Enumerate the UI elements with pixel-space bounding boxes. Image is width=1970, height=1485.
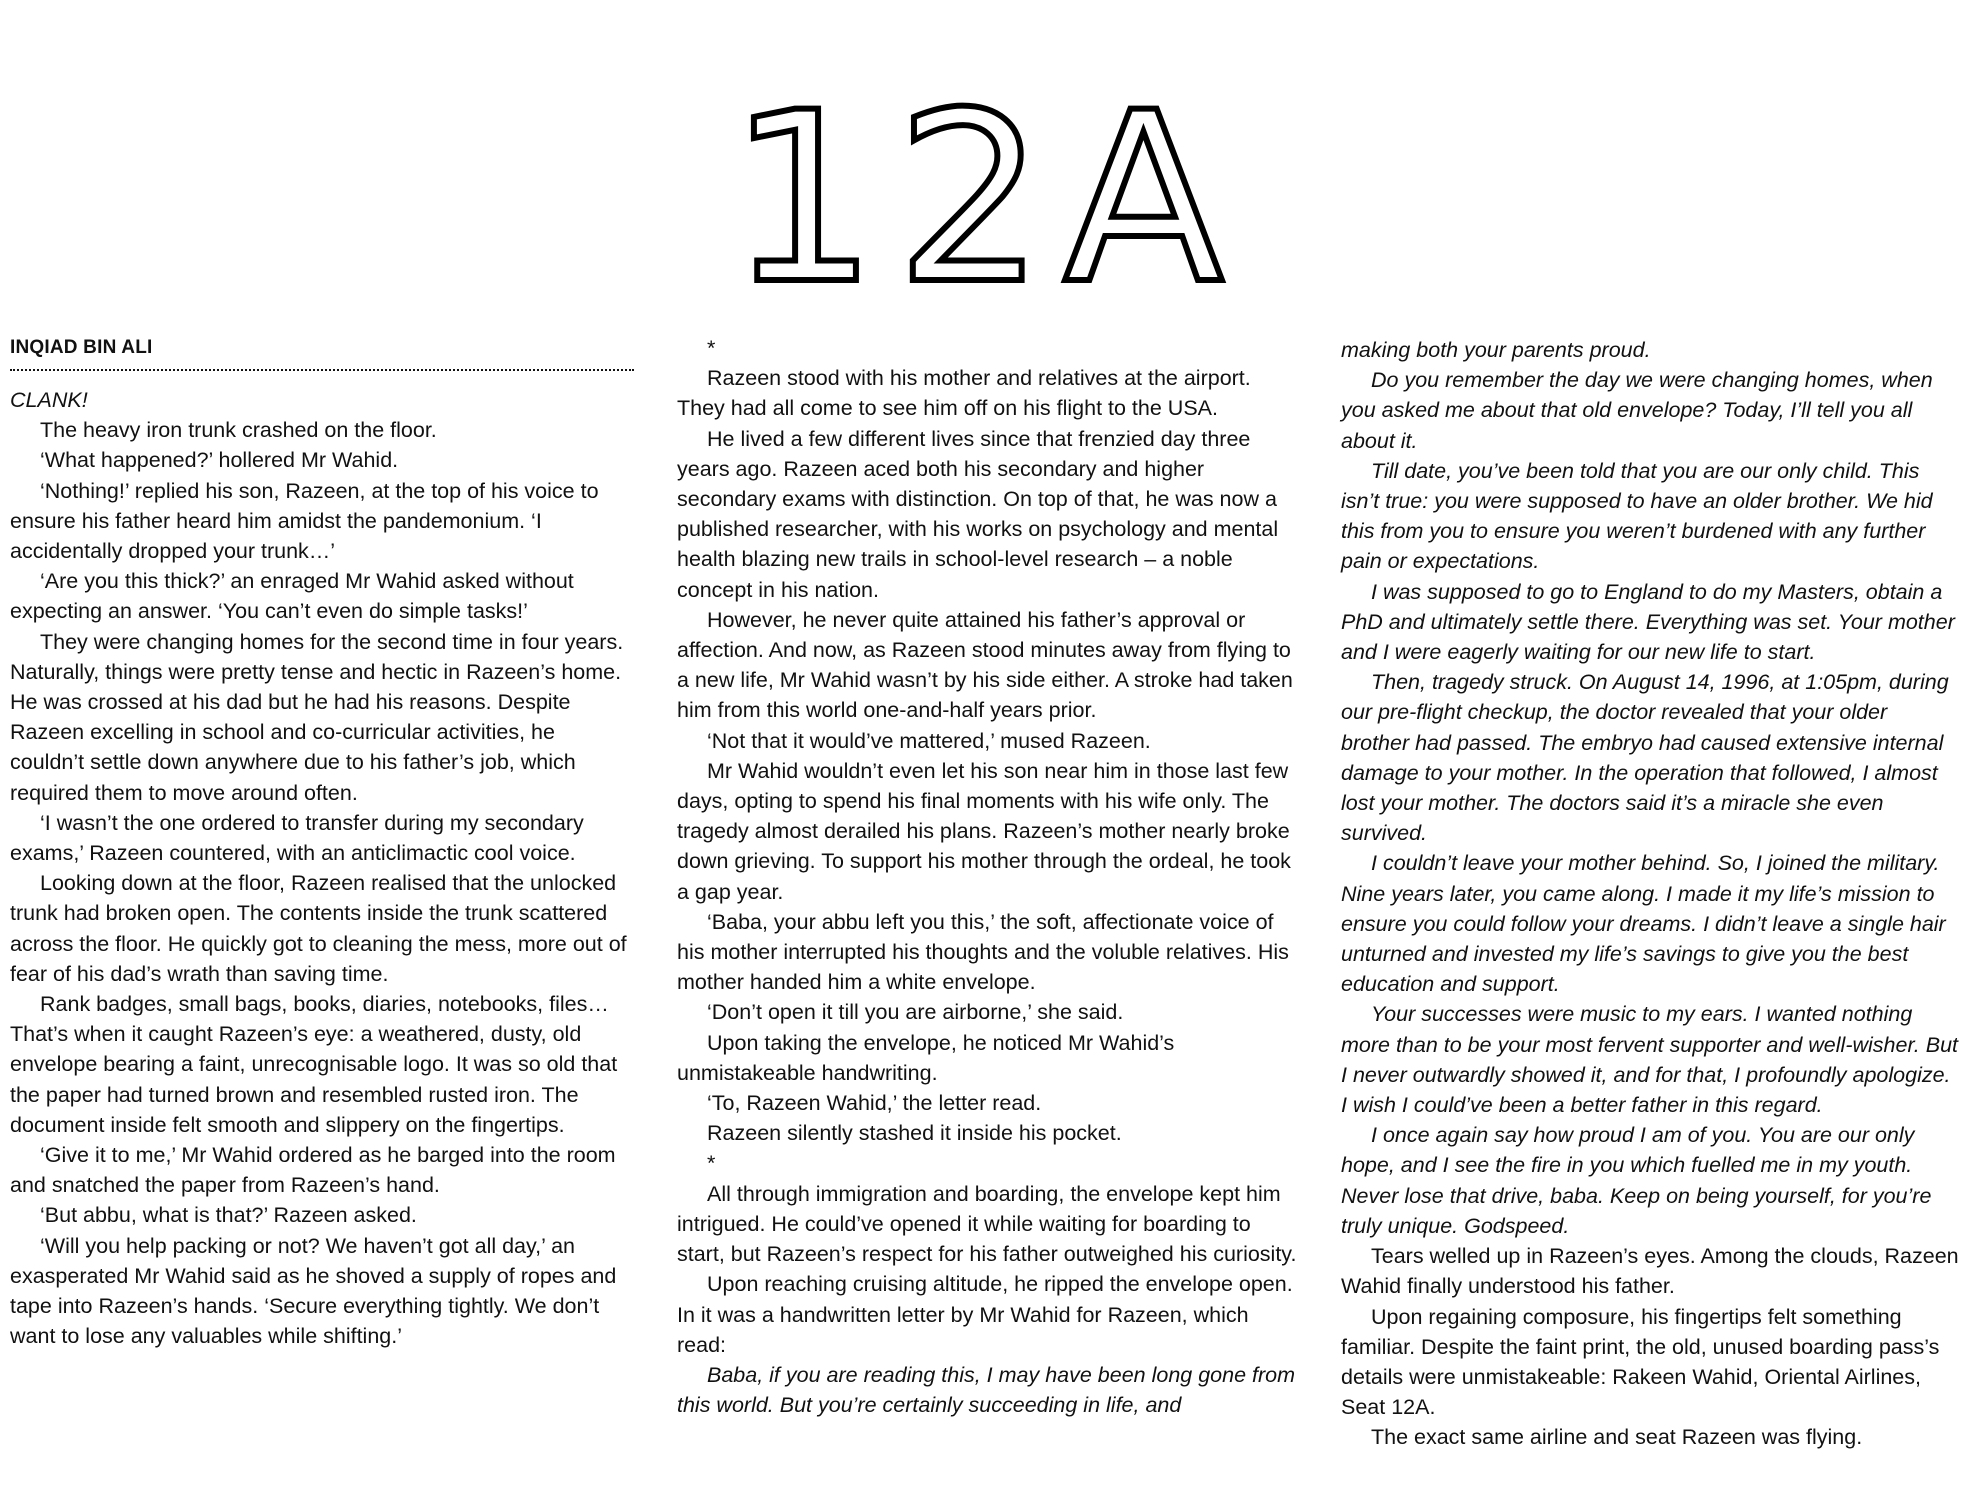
paragraph: ‘Nothing!’ replied his son, Razeen, at the top of his voice to ensure his father heard him amidst the pandemonium. ‘I accidentally dropped your trunk…’: [10, 478, 599, 564]
paragraph: Tears welled up in Razeen’s eyes. Among the clouds, Razeen Wahid finally understood his father.: [1341, 1244, 1959, 1299]
paragraph: Upon reaching cruising altitude, he ripped the envelope open. In it was a handwritten letter by Mr Wahid for Razeen, which read:: [677, 1272, 1293, 1357]
author-byline: INQIAD BIN ALI: [10, 337, 153, 358]
paragraph: However, he never quite attained his father’s approval or affection. And now, as Razeen stood minutes away from flying to a new life, Mr Wahid wasn’t by his side either. A stroke had taken him from this world one-and-half years prior.: [677, 607, 1293, 723]
paragraph: The exact same airline and seat Razeen was flying.: [1371, 1425, 1863, 1450]
column-1: [10, 333, 634, 1352]
paragraph: Do you remember the day we were changing homes, when you asked me about that old envelope? Today, I’ll tell you all about it.: [1341, 368, 1933, 453]
paragraph: I once again say how proud I am of you. You are our only hope, and I see the fire in you which fuelled me in my youth. Never lose that drive, baba. Keep on being yourself, for you’re truly unique. Godspeed.: [1341, 1123, 1932, 1238]
paragraph: Baba, if you are reading this, I may have been long gone from this world. But you’re certainly succeeding in life, and: [677, 1362, 1296, 1418]
paragraph: Upon regaining composure, his fingertips felt something familiar. Despite the faint print, the old, unused boarding pass’s details were unmistakeable: Rakeen Wahid, Oriental Airlines, Seat 12A.: [1341, 1304, 1940, 1420]
paragraph: They were changing homes for the second time in four years. Naturally, things were pretty tense and hectic in Razeen’s home. He was crossed at his dad but he had his reasons. Despite Razeen excelling in school and co-curricular activities, he couldn’t settle down anywhere due to his father’s job, which required them to move around often.: [10, 629, 624, 805]
paragraph: ‘I wasn’t the one ordered to transfer during my secondary exams,’ Razeen countered, with an anticlimactic cool voice.: [10, 810, 584, 866]
paragraph: CLANK!: [10, 388, 88, 412]
paragraph: Your successes were music to my ears. I wanted nothing more than to be your most fervent supporter and well-wisher. But I never outwardly showed it, and for that, I profoundly apologize. I wish I could’ve been a better father in this regard.: [1341, 1002, 1959, 1118]
paragraph: The heavy iron trunk crashed on the floor.: [40, 418, 437, 443]
paragraph: ‘Don’t open it till you are airborne,’ she said.: [707, 1000, 1124, 1025]
paragraph: Razeen silently stashed it inside his pocket.: [707, 1121, 1122, 1146]
paragraph: ‘Baba, your abbu left you this,’ the soft, affectionate voice of his mother interrupted his thoughts and the voluble relatives. His mother handed him a white envelope.: [677, 909, 1289, 995]
paragraph: *: [707, 336, 716, 360]
paragraph: Upon taking the envelope, he noticed Mr Wahid’s unmistakeable handwriting.: [677, 1030, 1175, 1085]
paragraph: Rank badges, small bags, books, diaries, notebooks, files… That’s when it caught Razeen’s eye: a weathered, dusty, old envelope bearing a faint, unrecognisable logo. It was so old that the paper had turned brown and resembled rusted iron. The document inside felt smooth and slippery on the fingertips.: [10, 992, 618, 1137]
paragraph: *: [707, 1151, 716, 1176]
column-3-body: [1341, 335, 1961, 1453]
column-2-body: [677, 333, 1301, 1420]
paragraph: I couldn’t leave your mother behind. So, I joined the military. Nine years later, you came along. I made it my life’s mission to ensure you could follow your dreams. I didn’t leave a single hair unturned and invested my life’s savings to give you the best education and support.: [1341, 851, 1946, 997]
paragraph: ‘What happened?’ hollered Mr Wahid.: [40, 448, 399, 473]
column-2: [677, 333, 1301, 1420]
column-3: [1341, 335, 1961, 1453]
paragraph: He lived a few different lives since that frenzied day three years ago. Razeen aced both his secondary and higher secondary exams with distinction. On top of that, he was now a published researcher, with his works on psychology and mental health blazing new trails in school-level research – a noble concept in his nation.: [677, 426, 1279, 602]
paragraph: All through immigration and boarding, the envelope kept him intrigued. He could’ve opened it while waiting for boarding to start, but Razeen’s respect for his father outweighed his curiosity.: [677, 1181, 1297, 1267]
column-1-body: [10, 385, 634, 1352]
paragraph: Then, tragedy struck. On August 14, 1996, at 1:05pm, during our pre-flight checkup, the doctor revealed that your older brother had passed. The embryo had caused extensive internal damage to your mother. In the operation that followed, I almost lost your mother. The doctors said it’s a miracle she even survived.: [1341, 670, 1949, 846]
paragraph: making both your parents proud.: [1341, 338, 1651, 362]
paragraph: ‘Are you this thick?’ an enraged Mr Wahid asked without expecting an answer. ‘You can’t even do simple tasks!’: [10, 569, 574, 624]
paragraph: ‘To, Razeen Wahid,’ the letter read.: [707, 1091, 1042, 1116]
story-title: 12A: [728, 63, 1242, 336]
paragraph: ‘Give it to me,’ Mr Wahid ordered as he barged into the room and snatched the paper from Razeen’s hand.: [10, 1143, 616, 1198]
paragraph: Looking down at the floor, Razeen realised that the unlocked trunk had broken open. The contents inside the trunk scattered across the floor. He quickly got to cleaning the mess, more out of fear of his dad’s wrath than saving time.: [10, 871, 627, 986]
paragraph: Razeen stood with his mother and relatives at the airport. They had all come to see him off on his flight to the USA.: [677, 366, 1251, 421]
paragraph: ‘But abbu, what is that?’ Razeen asked.: [40, 1203, 417, 1228]
paragraph: Till date, you’ve been told that you are our only child. This isn’t true: you were supposed to have an older brother. We hid this from you to ensure you weren’t burdened with any further pain or expectations.: [1341, 458, 1933, 574]
paragraph: ‘Will you help packing or not? We haven’t got all day,’ an exasperated Mr Wahid said as he shoved a supply of ropes and tape into Razeen’s hands. ‘Secure everything tightly. We don’t want to lose any valuables while shifting.’: [10, 1233, 617, 1349]
paragraph: I was supposed to go to England to do my Masters, obtain a PhD and ultimately settle there. Everything was set. Your mother and I were eagerly waiting for our new life to start.: [1341, 579, 1955, 665]
paragraph: ‘Not that it would’ve mattered,’ mused Razeen.: [707, 728, 1151, 753]
dotted-divider: [10, 367, 634, 371]
paragraph: Mr Wahid wouldn’t even let his son near him in those last few days, opting to spend his final moments with his wife only. The tragedy almost derailed his plans. Razeen’s mother nearly broke down grieving. To support his mother through the ordeal, he took a gap year.: [677, 758, 1291, 904]
